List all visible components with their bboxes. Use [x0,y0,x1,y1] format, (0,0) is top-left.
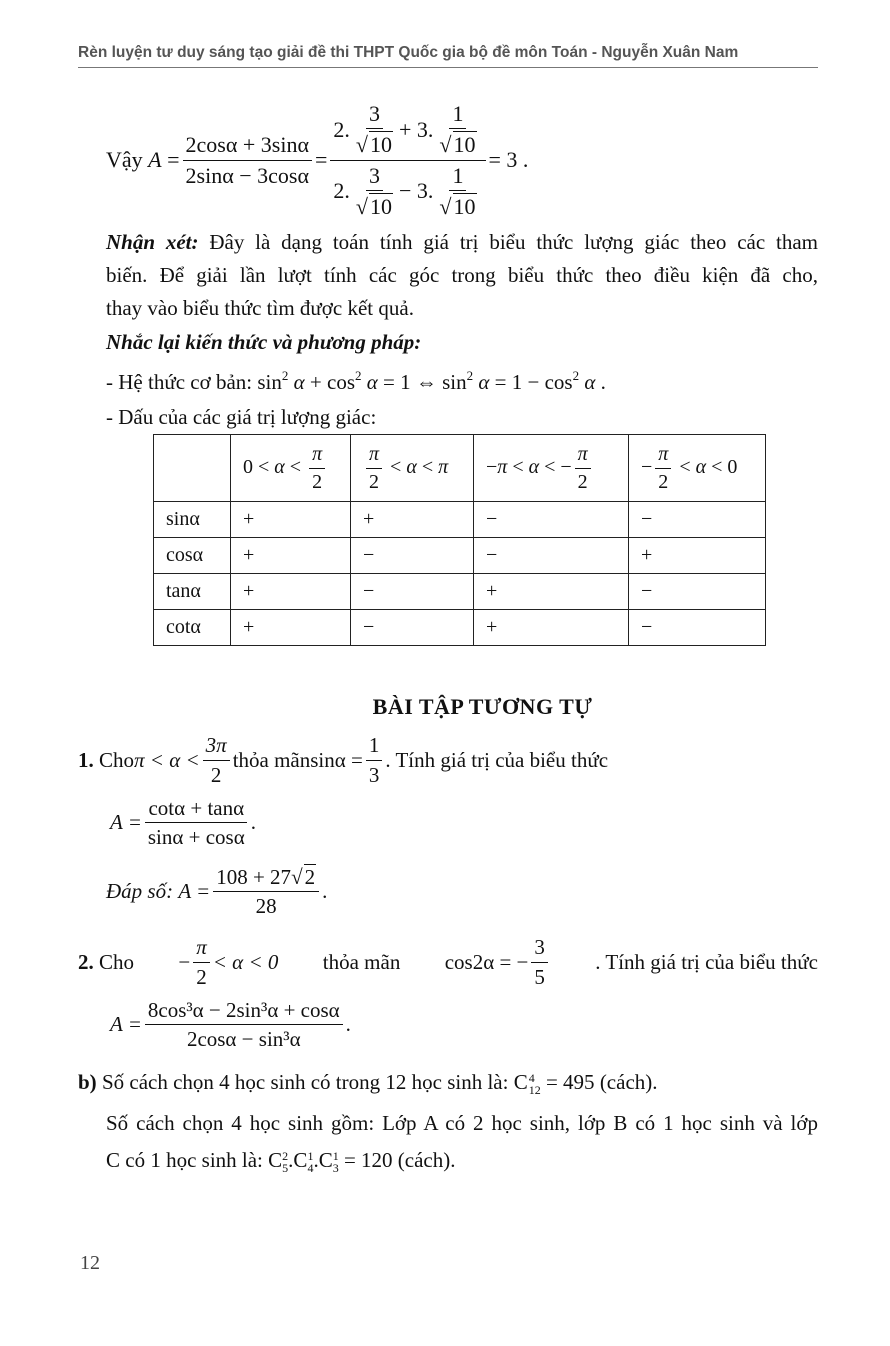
numerator-1: 1 [449,163,466,191]
conclusion-denominator: 2sinα − 3cosα [185,162,309,188]
remark-label: Nhận xét: [106,230,199,254]
condition-numerator: 3π [203,733,230,760]
remark-line-2: biến. Để giải lần lượt tính các góc trong biểu thức theo điều kiện đã cho, [106,263,818,287]
sign-cell: + [629,538,766,574]
numerator-3: 3 [366,163,383,191]
answer-denominator: 28 [255,894,277,919]
exercise-2-statement [78,934,818,990]
identity-formula: $\sin^2 \alpha + \cos^2 \alpha = 1$ ⇔ $\sin^2 \alpha = 1 - \cos^2 \alpha$ . [257,368,606,394]
radicand-10: 10 [370,193,392,219]
exercise-2-given [445,935,551,988]
corner-cell [154,435,231,502]
condition-denominator: 2 [196,964,207,989]
sign-table-header [154,435,766,502]
answer-radicand: 2 [304,865,316,889]
table-row [154,538,766,574]
frac-1-sqrt10: $\frac{1}{√10}$ [439,100,476,158]
sign-cell: + [351,502,474,538]
conclusion-intro: Vậy [106,147,143,172]
given-text: cos2α = − [444,949,529,974]
expression-lhs: A = [110,1012,142,1037]
sign-cell: − [629,502,766,538]
expression-numerator: cotα + tanα [145,796,247,823]
sign-cell: − [351,538,474,574]
expression-denominator: 2cosα − sin³α [186,1027,301,1052]
condition-text: < α < 0 [212,949,279,974]
exercise-1-number: 1. [78,747,94,772]
coef-2: 2. [333,116,350,142]
answer-label: Đáp số: [106,878,174,903]
numerator-3: 3 [366,101,383,129]
combination-product: C 2 5 .C 1 4 .C 1 3 [268,1148,339,1176]
radicand-10: 10 [370,132,392,158]
row-label: tanα [154,574,231,610]
column-header-q3: −π < α < − $\frac{\pi}{2}$ [474,435,629,502]
exercise-1-thoa-man: thỏa mãn [232,747,311,772]
table-row [154,574,766,610]
part-b-line-2: Số cách chọn 4 học sinh gồm: Lớp A có 2 học sinh, lớp B có 1 học sinh và lớp [106,1111,818,1135]
substituted-denominator [330,161,485,220]
given-denominator: 5 [534,964,545,989]
frac-3-sqrt10: $\frac{3}{√10}$ [355,100,392,158]
substituted-fraction [330,101,485,219]
sign-cell: − [351,610,474,646]
table-row [154,610,766,646]
sign-cell: + [231,502,351,538]
exercise-2-condition: − $\frac{\pi}{2}$ < α < 0 [178,935,279,989]
combination-c-12-4: C 4 12 [513,1070,541,1098]
row-label: cosα [154,538,231,574]
sign-table-label: - Dấu của các giá trị lượng giác: [106,405,377,429]
numerator-1: 1 [449,101,466,129]
column-header-q1: 0 < α < $\frac{\pi}{2}$ [231,435,351,502]
sign-cell: − [629,610,766,646]
conclusion-result: = 3 . [488,147,529,172]
conclusion-lhs: A [148,147,162,172]
conclusion-numerator: 2cosα + 3sinα [183,132,312,160]
unit-cach: (cách). [397,1148,456,1172]
condition-denominator: 2 [210,762,222,787]
given-numerator: 3 [531,935,548,962]
given-denominator: 3 [368,762,380,787]
unit-cach: (cách). [599,1070,658,1094]
conclusion-formula: Vậy A = $\frac{2\cos\alpha + 3\sin\alpha}{2\sin\alpha - 3\cos\alpha}$ = 2. $\frac{3}{√10}$ + 3. $\frac{1}{√10}$ 2. $\frac{3}{√10}$ − 3. $\frac{1}{√10}$ = 3 . [106,100,529,219]
expression-numerator: 8cos³α − 2sin³α + cosα [145,998,343,1025]
recall-heading: Nhắc lại kiến thức và phương pháp: [106,330,422,354]
exercise-1-given [310,733,385,786]
radicand-10: 10 [453,132,476,158]
frac-3-sqrt10: $\frac{3}{√10}$ [355,162,392,219]
exercise-1-ask: . Tính giá trị của biểu thức [385,747,609,772]
frac-1-sqrt10: $\frac{1}{√10}$ [439,162,476,219]
column-header-q2: $\frac{\pi}{2}$ < α < π [351,435,474,502]
exercise-1-statement [78,732,818,788]
exercise-1-condition [134,733,233,786]
part-b-line-3 [106,1145,456,1175]
sign-cell: − [474,502,629,538]
sign-cell: − [351,574,474,610]
expression-denominator: sinα + cosα [147,825,245,850]
exercise-2-ask: . Tính giá trị của biểu thức [595,949,818,974]
condition-text: π < α < [134,747,200,772]
exercise-1-answer: Đáp số: A = $\frac{108 + 27√2}{28}$ . [106,865,328,919]
sign-cell: + [231,574,351,610]
running-header: Rèn luyện tư duy sáng tạo giải đề thi THPT Quốc gia bộ đề môn Toán - Nguyễn Xuân Nam [78,44,739,61]
combination-2-value: = 120 [343,1148,393,1172]
identity-line [106,367,606,397]
exercises-title: BÀI TẬP TƯƠNG TỰ [372,694,593,719]
answer-lhs: A = [178,878,211,903]
row-label: cotα [154,610,231,646]
part-b-line-1 [78,1067,658,1097]
sign-cell: + [231,610,351,646]
coef-2: 2. [333,178,350,204]
exercise-1-expression: A = $\frac{\cot\alpha + \tan\alpha}{\sin\alpha + \cos\alpha}$ . [110,796,256,850]
minus-3: − 3. [399,178,434,204]
sign-cell: − [474,538,629,574]
part-b-text-3: C có 1 học sinh là: [106,1148,263,1172]
page-number: 12 [80,1252,100,1274]
column-header-q4: − $\frac{\pi}{2}$ < α < 0 [629,435,766,502]
combination-1-value: = 495 [545,1070,595,1094]
expression-lhs: A = [110,810,142,835]
identity-label: - Hệ thức cơ bản: [106,370,253,394]
exercise-1-cho: Cho [99,747,135,772]
given-text: sinα = [310,747,363,772]
exercise-2-expression: A = $\frac{\text{8cos³α − 2sin³α + cosα}}{\text{2cosα − sin³α}}$ . [110,998,351,1052]
exercise-2-thoa-man: thỏa mãn [322,949,401,974]
sign-cell: + [474,610,629,646]
sign-cell: + [474,574,629,610]
remark-text-1: Đây là dạng toán tính giá trị biểu thức lượng giác theo các tham [209,230,818,254]
conclusion-fraction [183,132,312,188]
part-b-text-1: Số cách chọn 4 học sinh có trong 12 học sinh là: [101,1070,509,1094]
sign-cell: + [231,538,351,574]
plus-3: + 3. [399,116,434,142]
remark-line-1 [106,227,818,257]
exercise-2-number: 2. [78,949,94,974]
radicand-10: 10 [453,193,476,219]
answer-numerator: 108 + 27 [216,865,292,889]
given-numerator: 1 [366,733,383,760]
remark-line-3: thay vào biểu thức tìm được kết quả. [106,296,414,320]
condition-numerator: π [193,935,210,962]
exercise-2-cho: Cho [99,949,135,974]
row-label: sinα [154,502,231,538]
table-row [154,502,766,538]
header-divider [78,67,818,68]
sign-table [153,434,766,646]
part-b-label: b) [78,1070,97,1094]
substituted-numerator [330,101,485,161]
sign-cell: − [629,574,766,610]
